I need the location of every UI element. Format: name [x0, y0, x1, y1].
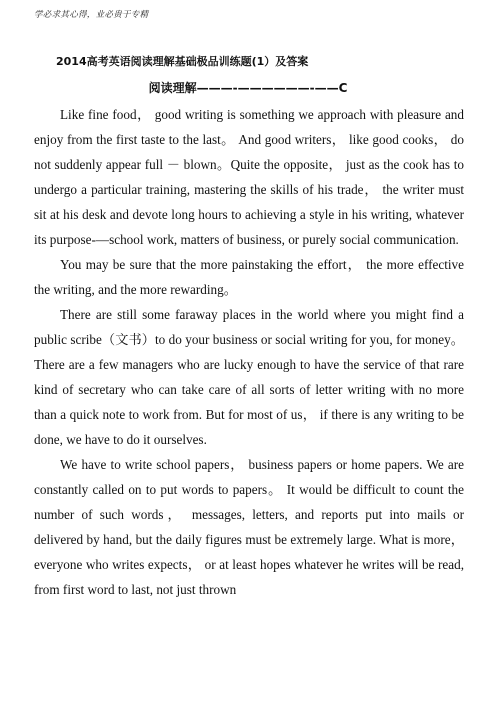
passage-paragraph-3: There are still some faraway places in the world where you might find a public scribe（文书）to do your business or social writing for you, for money。 There are a few managers who are lucky enough to have the service of that rare kind of secretary who can take care of all sorts of letter writing with no more than a quick note to work from. But for most of us， if there is any writing to be done, we have to do it ourselves. [34, 307, 464, 447]
passage-paragraph-4: We have to write school papers， business papers or home papers. We are constantly called on to put words to papers。 It would be difficult to count the number of such words， messages, letters, and reports put into mails or delivered by hand, but the daily figures must be extremely large. What is more， everyone who writes expects， or at least hopes whatever he writes will be read, from first word to last, not just thrown [34, 457, 464, 597]
document-title: 2014高考英语阅读理解基础极品训练题(1）及答案 [56, 55, 309, 68]
passage-paragraph-2: You may be sure that the more painstaking the effort， the more effective the writing, and the more rewarding。 [34, 257, 464, 297]
reading-passage [34, 102, 464, 602]
section-title: 阅读理解———-——————-——C [148, 81, 348, 95]
header-motto: 学必求其心得，业必贵于专精 [34, 10, 149, 20]
passage-paragraph-1: Like fine food， good writing is something we approach with pleasure and enjoy from the first taste to the last。 And good writers， like good cooks， do not suddenly appear full － blown。Quite the opposite， just as the cook has to undergo a particular training, mastering the skills of his trade， the writer must sit at his desk and devote long hours to achieving a style in his writing, whatever its purpose-—school work, matters of business, or purely social communication. [34, 107, 464, 247]
